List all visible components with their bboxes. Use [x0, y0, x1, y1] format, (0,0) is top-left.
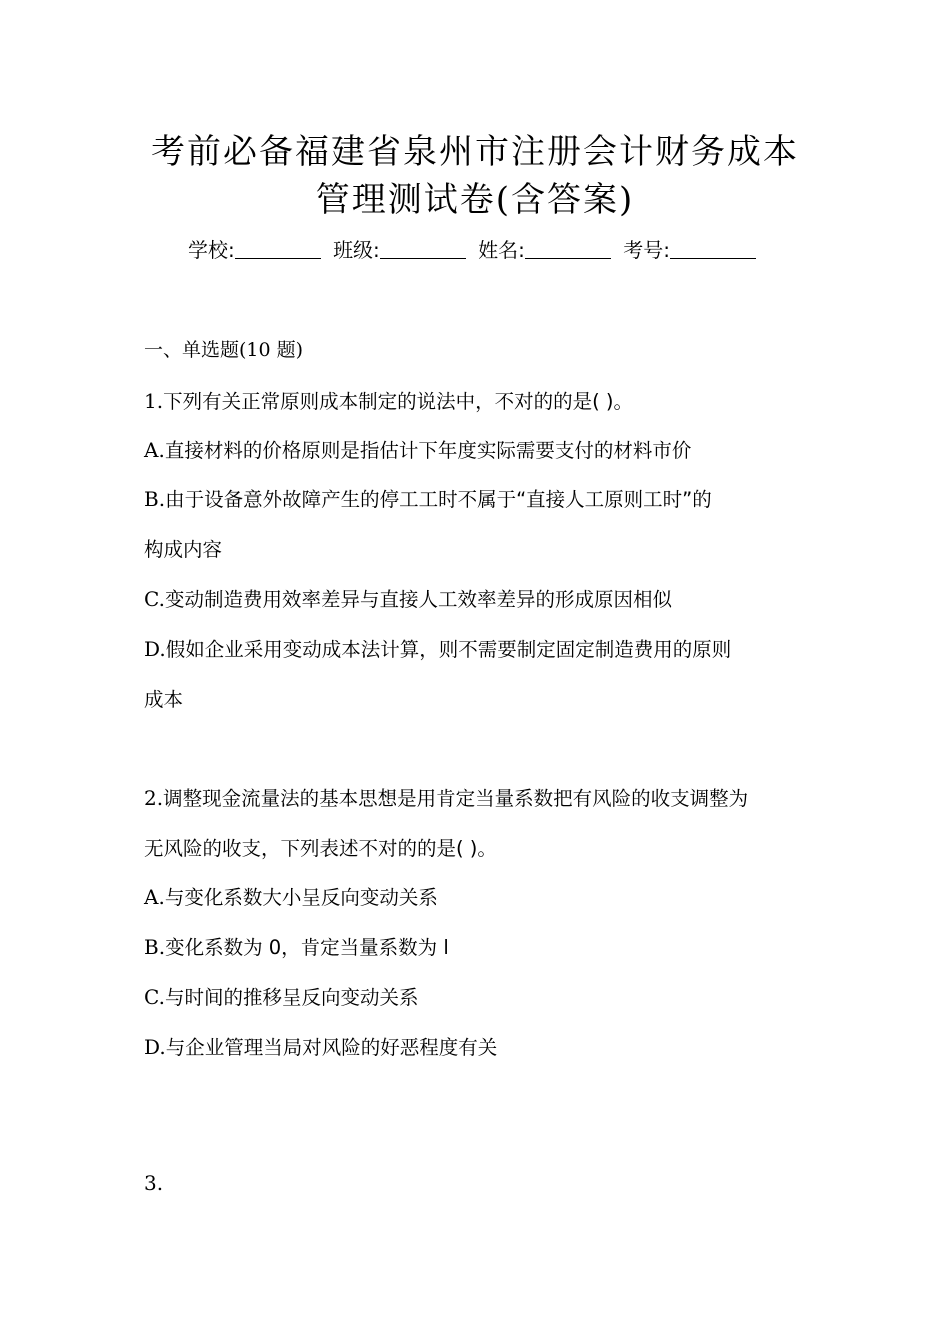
option-key: A.: [144, 885, 165, 909]
question-2-option-c: [144, 982, 418, 1013]
option-key: C.: [144, 587, 165, 611]
option-key: D.: [144, 1035, 166, 1059]
exam-number-blank: [670, 236, 756, 259]
option-key: B.: [144, 935, 166, 959]
question-3-number: 3.: [144, 1171, 164, 1195]
option-key: B.: [144, 487, 166, 511]
name-label: 姓名:: [478, 238, 525, 262]
exam-number-label: 考号:: [623, 238, 671, 262]
option-text: 与企业管理当局对风险的好恶程度有关: [165, 1036, 498, 1059]
question-1-option-d-continued: [144, 684, 183, 715]
name-blank: [525, 236, 611, 259]
option-text: 变化系数为 0，肯定当量系数为 l: [165, 936, 449, 959]
question-1-option-b: [144, 484, 712, 515]
question-2-number: 2.: [144, 786, 164, 810]
section-heading: 一、单选题(10 题): [144, 339, 304, 361]
option-text: 与时间的推移呈反向变动关系: [164, 986, 419, 1009]
document-title-line-2: 管理测试卷(含答案): [315, 180, 635, 220]
option-text: 构成内容: [144, 538, 223, 561]
option-text: 假如企业采用变动成本法计算，则不需要制定固定制造费用的原则: [165, 638, 732, 661]
question-2-text: 无风险的收支，下列表述不对的的是( )。: [144, 837, 497, 860]
option-text: 由于设备意外故障产生的停工工时不属于“直接人工原则工时”的: [165, 488, 712, 511]
option-key: A.: [144, 438, 165, 462]
question-2-option-a: [144, 882, 438, 913]
question-1-stem: [144, 386, 633, 417]
option-key: C.: [144, 985, 165, 1009]
question-2-option-b: [144, 932, 449, 963]
document-title-line-1: 考前必备福建省泉州市注册会计财务成本: [151, 132, 799, 172]
question-1-number: 1.: [144, 389, 164, 413]
school-label: 学校:: [187, 238, 235, 262]
question-1-option-a: [144, 435, 691, 466]
question-1-option-d: [144, 634, 731, 665]
question-2-stem: [144, 783, 748, 814]
question-1-option-c: [144, 584, 672, 615]
class-blank: [380, 236, 466, 259]
question-1-option-b-continued: [144, 534, 222, 565]
question-2-option-d: [144, 1032, 497, 1063]
option-text: 变动制造费用效率差异与直接人工效率差异的形成原因相似: [164, 588, 672, 611]
class-label: 班级:: [333, 238, 380, 262]
student-info-row: [0, 234, 950, 266]
question-2-stem-continued: [144, 833, 497, 864]
school-blank: [235, 236, 321, 259]
option-key: D.: [144, 637, 166, 661]
option-text: 直接材料的价格原则是指估计下年度实际需要支付的材料市价: [164, 439, 692, 462]
question-1-text: 下列有关正常原则成本制定的说法中，不对的的是( )。: [163, 390, 634, 413]
option-text: 与变化系数大小呈反向变动关系: [164, 886, 438, 909]
option-text: 成本: [144, 688, 184, 711]
question-2-text: 调整现金流量法的基本思想是用肯定当量系数把有风险的收支调整为: [163, 787, 749, 810]
